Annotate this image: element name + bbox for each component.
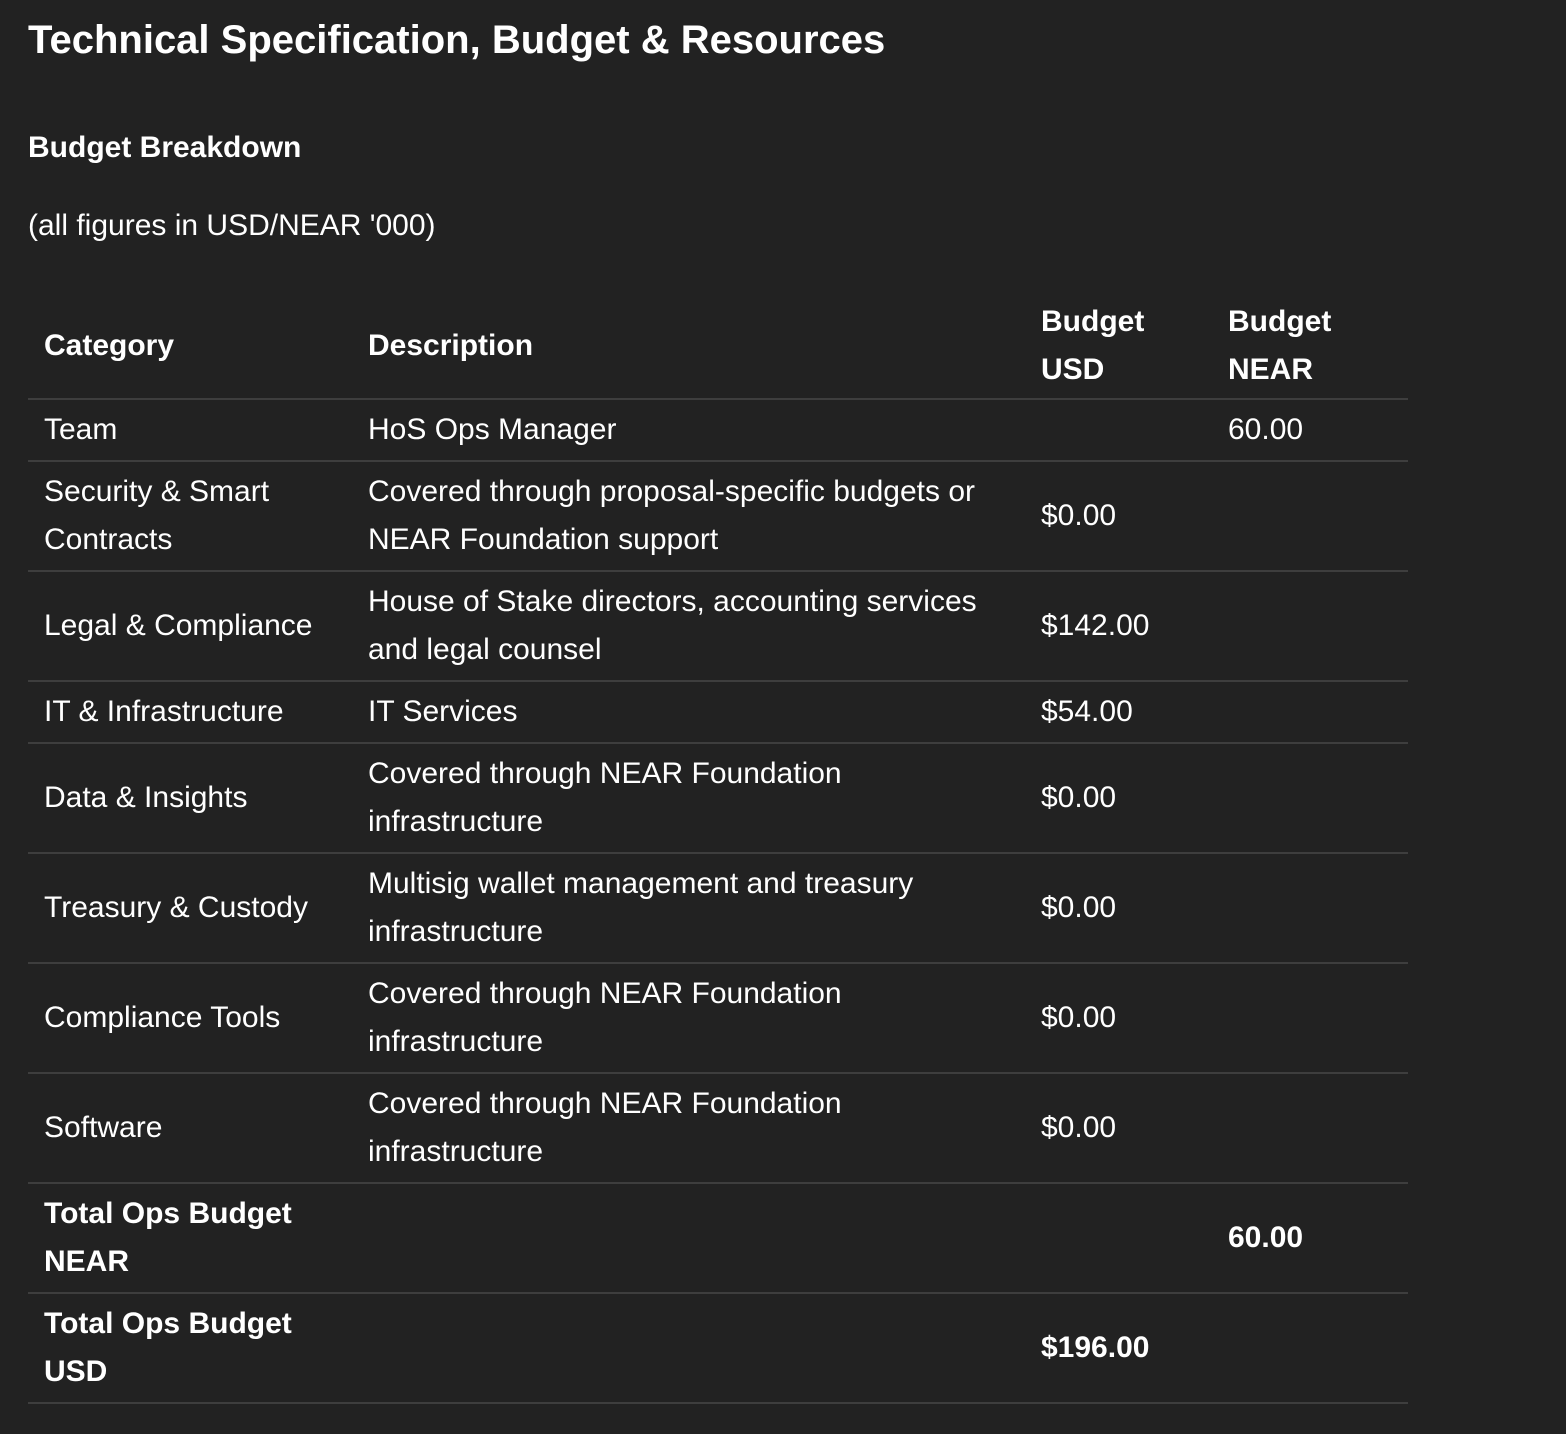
page-title: Technical Specification, Budget & Resources — [28, 18, 886, 62]
cell-category: IT & Infrastructure — [28, 681, 352, 743]
cell-budget-near — [1212, 1073, 1408, 1183]
cell-category: Data & Insights — [28, 743, 352, 853]
total-budget-near: 60.00 — [1212, 1183, 1408, 1293]
cell-description: Covered through NEAR Foundation infrastructure — [352, 743, 1025, 853]
header-category: Category — [28, 294, 352, 399]
total-budget-usd: $196.00 — [1025, 1293, 1212, 1403]
cell-description: HoS Ops Manager — [352, 399, 1025, 461]
cell-budget-near — [1212, 1293, 1408, 1403]
header-budget-usd: Budget USD — [1025, 294, 1212, 399]
cell-budget-near — [1212, 461, 1408, 571]
cell-budget-usd: $0.00 — [1025, 853, 1212, 963]
table-header-row — [28, 294, 1408, 399]
cell-description: Multisig wallet management and treasury infrastructure — [352, 853, 1025, 963]
table-row — [28, 743, 1408, 853]
total-row-usd — [28, 1293, 1408, 1403]
cell-budget-usd — [1025, 1183, 1212, 1293]
cell-budget-near: 60.00 — [1212, 399, 1408, 461]
cell-budget-near — [1212, 743, 1408, 853]
header-budget-near: Budget NEAR — [1212, 294, 1408, 399]
cell-budget-usd: $54.00 — [1025, 681, 1212, 743]
cell-category: Treasury & Custody — [28, 853, 352, 963]
cell-category: Team — [28, 399, 352, 461]
table-row — [28, 399, 1408, 461]
cell-budget-usd: $142.00 — [1025, 571, 1212, 681]
table-row — [28, 571, 1408, 681]
cell-budget-usd: $0.00 — [1025, 743, 1212, 853]
cell-budget-usd — [1025, 399, 1212, 461]
cell-budget-usd: $0.00 — [1025, 963, 1212, 1073]
section-heading: Budget Breakdown — [28, 131, 302, 164]
total-label: Total Ops Budget NEAR — [28, 1183, 352, 1293]
cell-budget-usd: $0.00 — [1025, 1073, 1212, 1183]
cell-description: Covered through NEAR Foundation infrastructure — [352, 1073, 1025, 1183]
cell-description — [352, 1293, 1025, 1403]
cell-budget-near — [1212, 853, 1408, 963]
cell-category: Software — [28, 1073, 352, 1183]
cell-budget-usd: $0.00 — [1025, 461, 1212, 571]
cell-category: Security & Smart Contracts — [28, 461, 352, 571]
cell-category: Compliance Tools — [28, 963, 352, 1073]
total-row-near — [28, 1183, 1408, 1293]
budget-table — [28, 294, 1408, 1404]
header-description: Description — [352, 294, 1025, 399]
cell-description: Covered through proposal-specific budgets or NEAR Foundation support — [352, 461, 1025, 571]
cell-description: Covered through NEAR Foundation infrastructure — [352, 963, 1025, 1073]
table-row — [28, 681, 1408, 743]
cell-description: House of Stake directors, accounting services and legal counsel — [352, 571, 1025, 681]
total-label: Total Ops Budget USD — [28, 1293, 352, 1403]
cell-description — [352, 1183, 1025, 1293]
cell-budget-near — [1212, 963, 1408, 1073]
table-row — [28, 1073, 1408, 1183]
cell-budget-near — [1212, 571, 1408, 681]
table-row — [28, 461, 1408, 571]
table-row — [28, 963, 1408, 1073]
cell-description: IT Services — [352, 681, 1025, 743]
table-row — [28, 853, 1408, 963]
cell-category: Legal & Compliance — [28, 571, 352, 681]
cell-budget-near — [1212, 681, 1408, 743]
figures-note: (all figures in USD/NEAR '000) — [28, 209, 436, 242]
